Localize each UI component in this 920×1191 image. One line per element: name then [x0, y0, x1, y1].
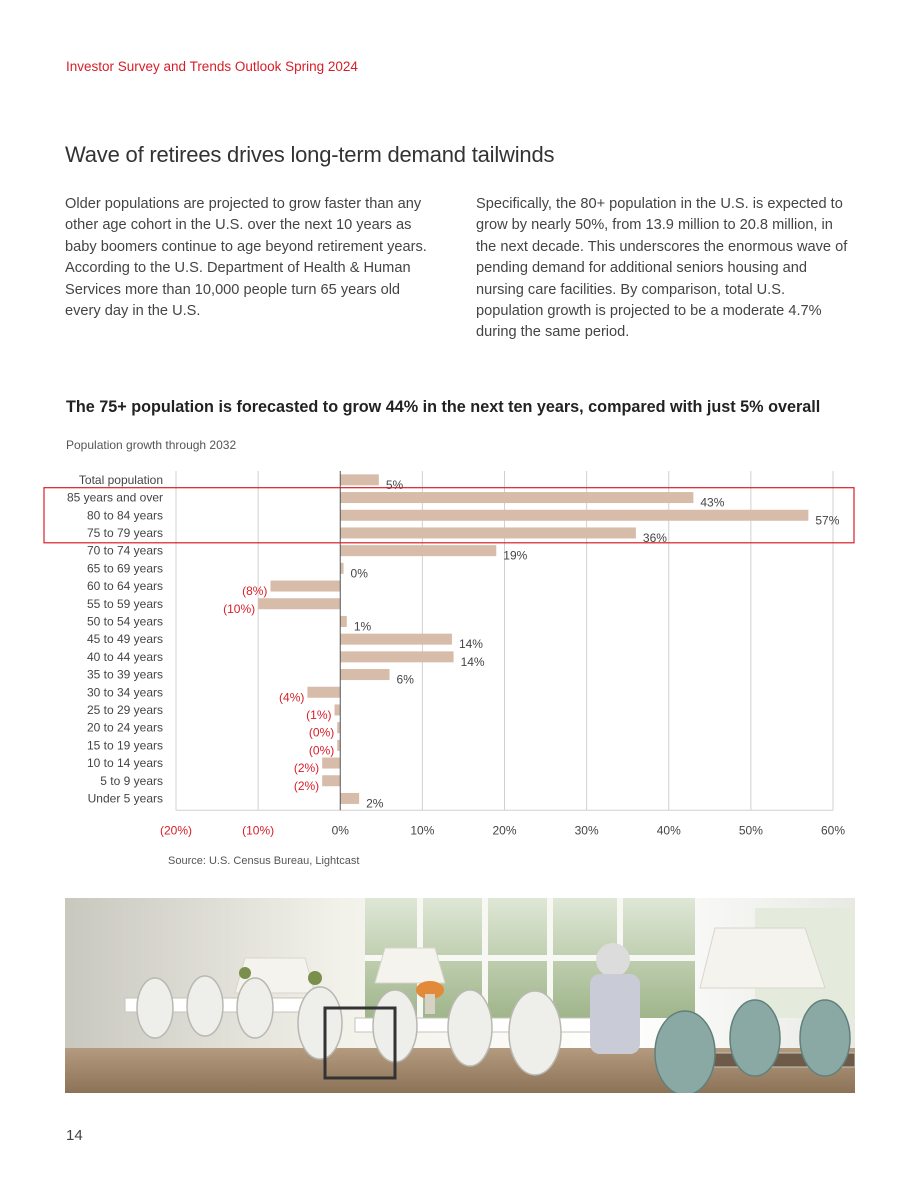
data-label: (1%): [306, 707, 332, 722]
data-label: (8%): [242, 584, 268, 599]
bar: [340, 510, 808, 521]
dining-room-photo: [65, 898, 855, 1093]
population-growth-chart: [0, 460, 920, 840]
bar: [322, 758, 340, 769]
category-label: 85 years and over: [66, 490, 163, 505]
category-label: 20 to 24 years: [86, 720, 163, 735]
page-title: Wave of retirees drives long-term demand tailwinds: [65, 142, 555, 167]
category-label: 65 to 69 years: [86, 561, 163, 576]
x-tick-label: 30%: [574, 823, 599, 838]
x-tick-label: 50%: [738, 823, 763, 838]
category-label: 45 to 49 years: [86, 632, 163, 647]
data-label: (0%): [308, 725, 335, 740]
data-label: 36%: [642, 530, 667, 545]
category-label: 10 to 14 years: [86, 756, 163, 771]
category-label: 30 to 34 years: [86, 685, 163, 700]
data-label: 2%: [366, 796, 384, 811]
data-label: 19%: [503, 548, 528, 563]
category-label: 70 to 74 years: [86, 543, 163, 558]
data-label: (10%): [223, 601, 256, 616]
bar: [340, 492, 693, 503]
data-label: 57%: [815, 513, 840, 528]
chart-source: Source: U.S. Census Bureau, Lightcast: [168, 855, 360, 867]
bar: [340, 651, 453, 662]
bar: [307, 687, 340, 698]
data-label: 5%: [385, 477, 404, 492]
category-label: 50 to 54 years: [86, 614, 163, 629]
data-label: (2%): [293, 761, 320, 776]
bar: [340, 669, 389, 680]
bar: [258, 598, 340, 609]
category-label: 5 to 9 years: [100, 773, 163, 788]
x-tick-label: 10%: [410, 823, 435, 838]
page-number: 14: [66, 1127, 83, 1144]
bar: [335, 704, 341, 715]
bar: [340, 527, 636, 538]
category-label: 55 to 59 years: [86, 596, 163, 611]
bar: [340, 545, 496, 556]
category-label: 15 to 19 years: [86, 738, 163, 753]
category-label: 40 to 44 years: [86, 649, 163, 664]
category-label: 60 to 64 years: [86, 579, 163, 594]
bar: [340, 634, 452, 645]
bar: [340, 616, 347, 627]
category-label: 75 to 79 years: [86, 525, 163, 540]
x-tick-label: (10%): [242, 823, 275, 838]
data-label: (0%): [308, 743, 335, 758]
category-label: 25 to 29 years: [86, 702, 163, 717]
data-label: 14%: [460, 654, 485, 669]
photo-image: [65, 898, 855, 1093]
data-label: 1%: [353, 619, 372, 634]
data-label: 6%: [396, 672, 414, 687]
chart-title: The 75+ population is forecasted to grow 44% in the next ten years, compared with just 5% overall: [66, 398, 821, 416]
bar: [340, 474, 379, 485]
data-label: 43%: [700, 495, 725, 510]
chart-subtitle: Population growth through 2032: [66, 438, 237, 452]
bar: [340, 793, 359, 804]
x-tick-label: (20%): [159, 823, 193, 838]
paragraph-right: Specifically, the 80+ population in the U.S. is expected to grow by nearly 50%, from 13.9 million to 20.8 million, in the next decade. This underscores the enormous wave of pending demand for additional seniors housing and nursing care facilities. By comparison, total U.S. population growth is projected to be a moderate 4.7% during the same period.: [476, 196, 848, 341]
data-label: 14%: [458, 637, 483, 652]
bar: [270, 581, 340, 592]
category-label: Total population: [78, 472, 163, 487]
category-label: Under 5 years: [87, 791, 163, 806]
report-header: Investor Survey and Trends Outlook Spring 2024: [66, 59, 358, 74]
data-label: (4%): [279, 690, 305, 705]
category-label: 35 to 39 years: [86, 667, 163, 682]
paragraph-left: Older populations are projected to grow faster than any other age cohort in the U.S. over the next 10 years as baby boomers continue to age beyond retirement years. According to the U.S. Department of Health & Human Services more than 10,000 people turn 65 years old every day in the U.S.: [65, 196, 427, 320]
category-label: 80 to 84 years: [86, 508, 163, 523]
x-tick-label: 0%: [331, 823, 349, 838]
bar: [322, 775, 340, 786]
data-label: 0%: [350, 566, 368, 581]
data-label: (2%): [293, 778, 320, 793]
x-tick-label: 20%: [492, 823, 517, 838]
x-tick-label: 60%: [820, 823, 846, 838]
x-tick-label: 40%: [656, 823, 681, 838]
